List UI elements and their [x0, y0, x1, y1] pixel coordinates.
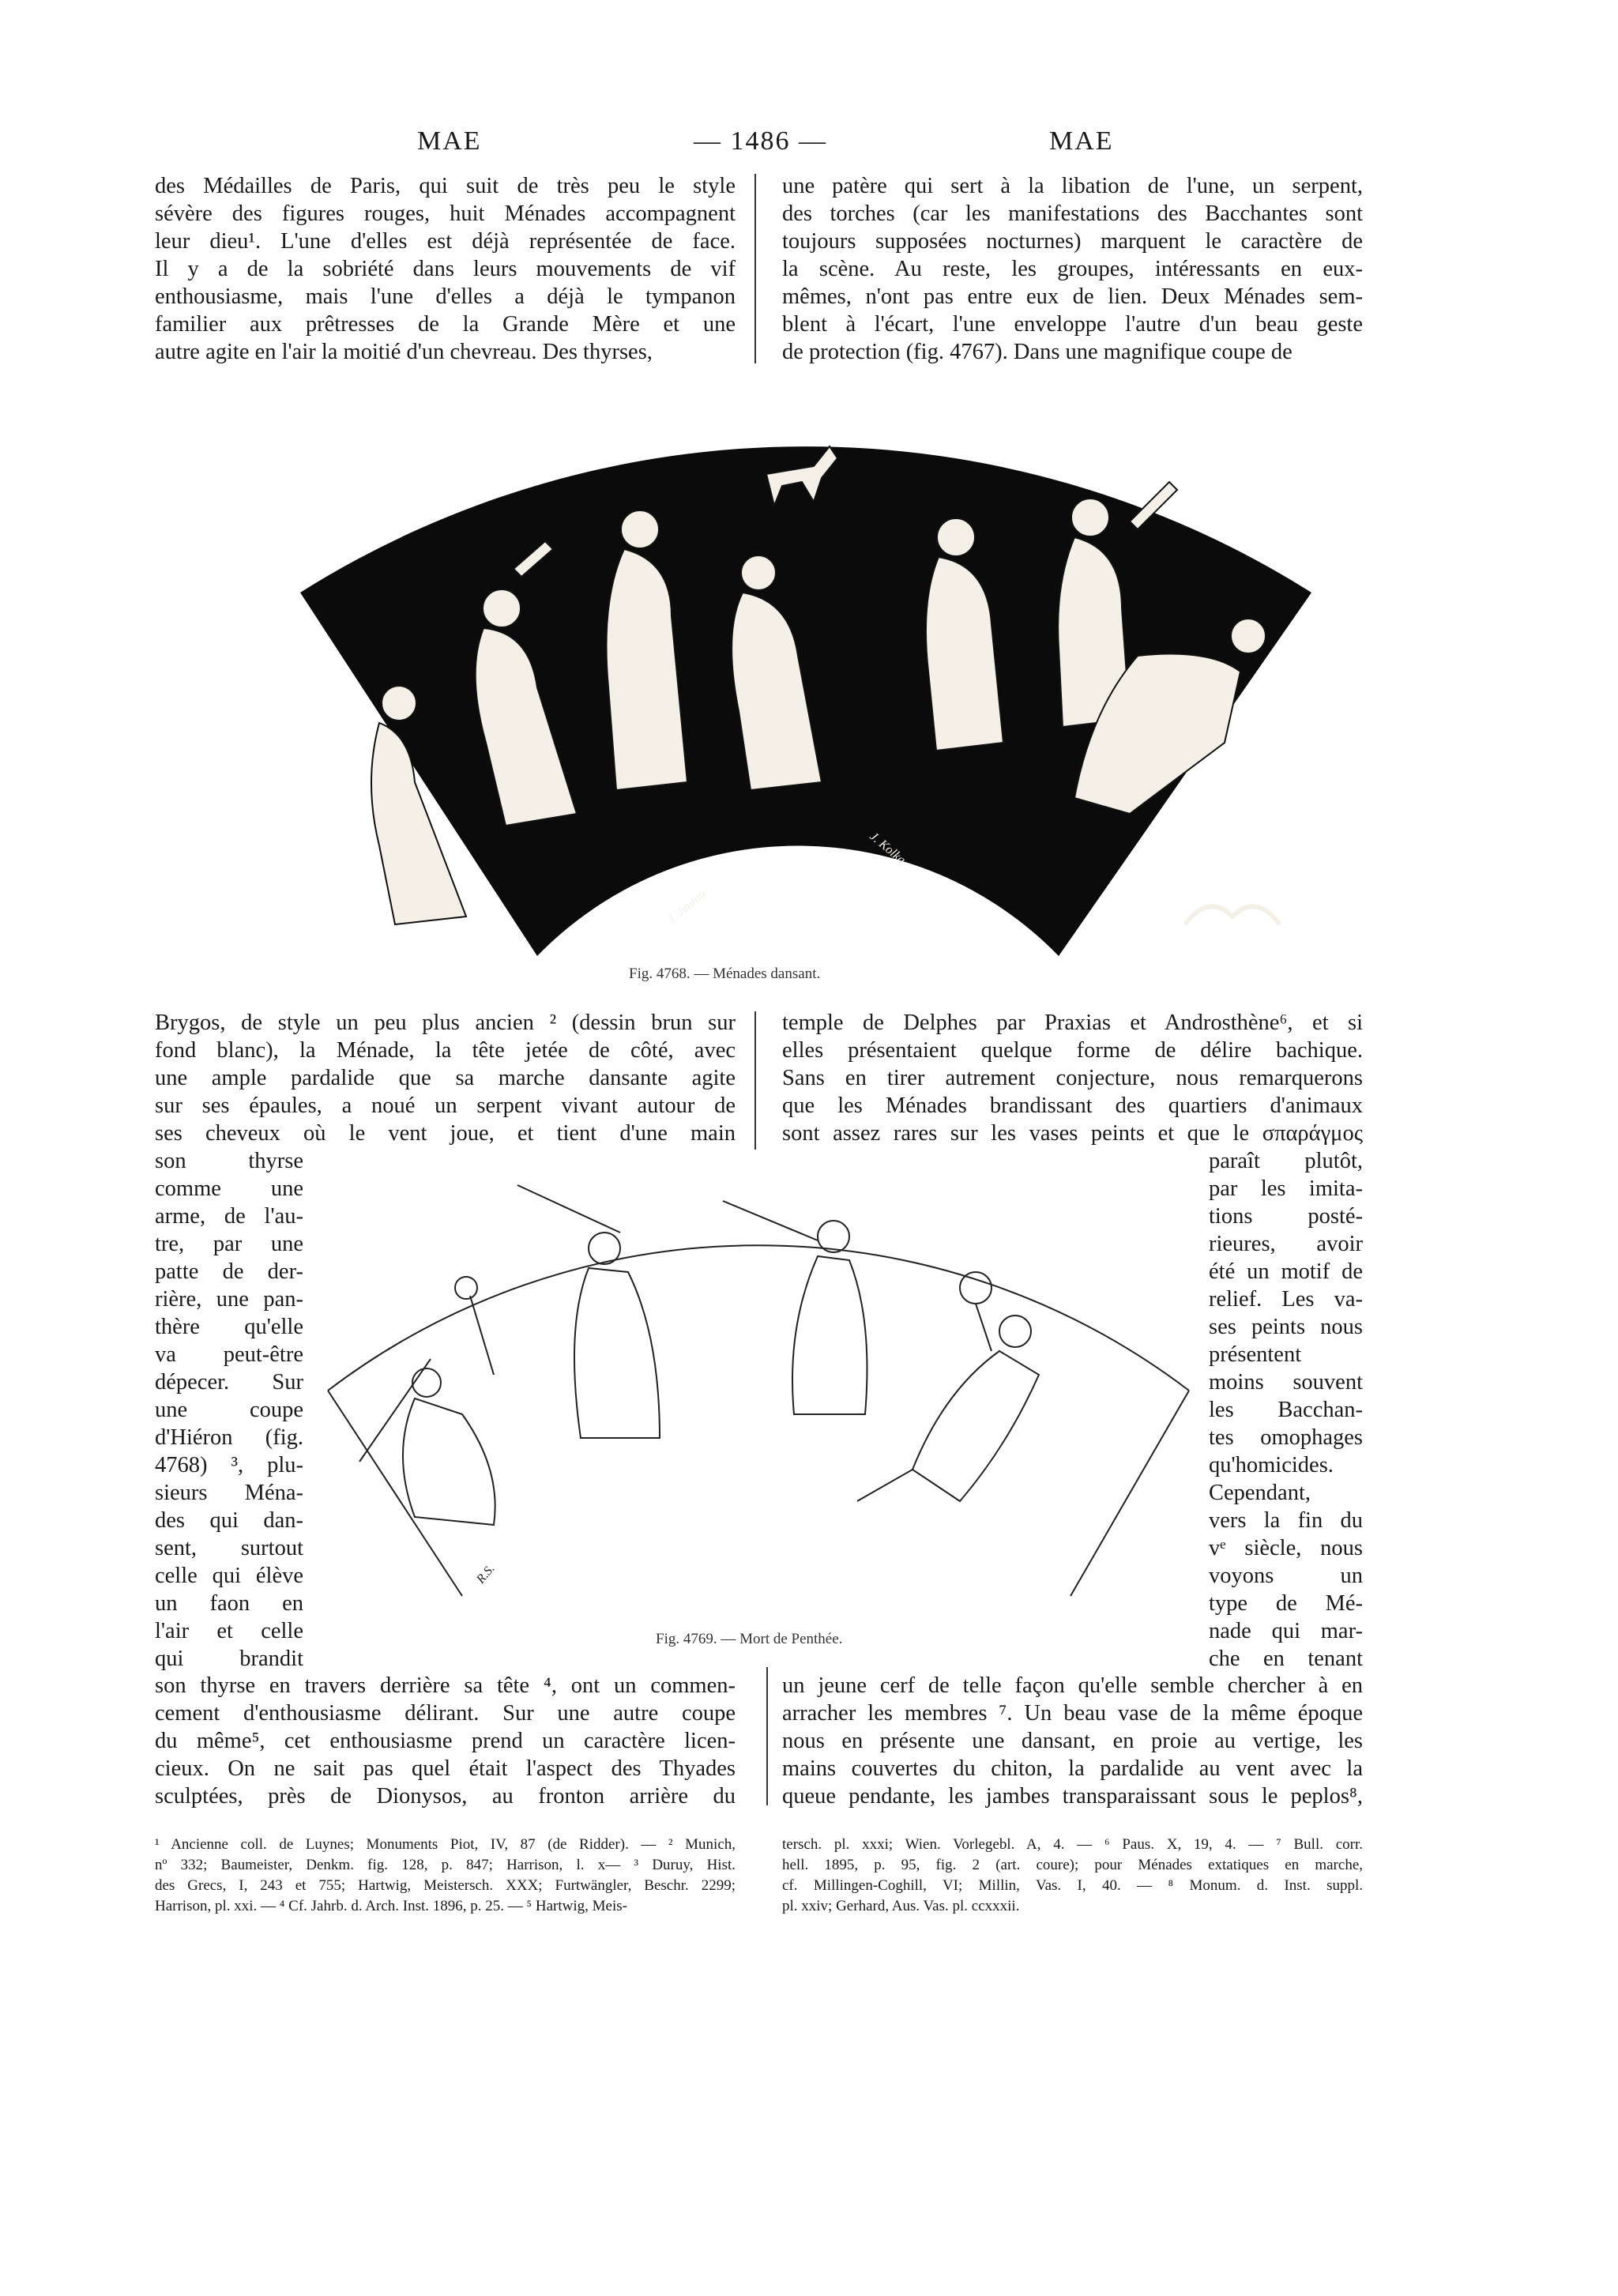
text-line: nous en présente une dansant, en proie au vertige, les — [782, 1729, 1363, 1753]
figure-head — [937, 518, 975, 556]
text-line: che en tenant — [1209, 1647, 1363, 1671]
text-line: vᵉ siècle, nous — [1209, 1536, 1363, 1560]
text-line: blent à l'écart, l'une enveloppe l'autre d'un beau geste — [782, 312, 1363, 337]
mid-left-column — [155, 1009, 736, 1147]
text-line: d'Hiéron (fig. — [155, 1425, 303, 1450]
figure-mort-de-penthee — [312, 1154, 1205, 1620]
page-number: — 1486 — — [694, 126, 827, 156]
text-line: dépecer. Sur — [155, 1370, 303, 1395]
text-line: fond blanc), la Ménade, la tête jetée de côté, avec — [155, 1038, 736, 1063]
text-line: va peut-être — [155, 1342, 303, 1367]
footnote-line: hell. 1895, p. 95, fig. 2 (art. coure); pour Ménades extatiques en marche, — [782, 1857, 1363, 1873]
text-line: Il y a de la sobriété dans leurs mouvements de vif — [155, 257, 736, 281]
text-line: son thyrse — [155, 1149, 303, 1173]
figure-head — [741, 555, 776, 590]
text-line: par les imita- — [1209, 1176, 1363, 1201]
text-line: l'air et celle — [155, 1619, 303, 1643]
footnote-line: ¹ Ancienne coll. de Luynes; Monuments Piot, IV, 87 (de Ridder). — ² Munich, — [155, 1836, 736, 1853]
text-line: thère qu'elle — [155, 1315, 303, 1339]
figure-head — [1231, 619, 1266, 653]
sword — [517, 1185, 620, 1233]
text-line: voyons un — [1209, 1564, 1363, 1588]
text-line: relief. Les va- — [1209, 1287, 1363, 1312]
footnote-line: tersch. pl. xxxi; Wien. Vorlegebl. A, 4. — ⁶ Paus. X, 19, 4. — ⁷ Bull. corr. — [782, 1836, 1363, 1853]
text-line: sculptées, près de Dionysos, au fronton arrière du — [155, 1784, 736, 1809]
figure-head — [1071, 499, 1109, 536]
text-line: mains couvertes du chiton, la pardalide au vent avec la — [782, 1756, 1363, 1781]
footnote-line: cf. Millingen-Coghill, VI; Millin, Vas. I, 40. — ⁸ Monum. d. Inst. suppl. — [782, 1877, 1363, 1894]
running-head-left: MAE — [417, 126, 482, 156]
text-line: que les Ménades brandissant des quartiers d'animaux — [782, 1093, 1363, 1118]
figure-head — [483, 589, 521, 627]
text-line: ses peints nous — [1209, 1315, 1363, 1339]
text-line: nade qui mar- — [1209, 1619, 1363, 1643]
text-line: une coupe — [155, 1398, 303, 1422]
text-line: la scène. Au reste, les groupes, intéressants en eux- — [782, 257, 1363, 281]
text-line: enthousiasme, mais l'une d'elles a déjà le tympanon — [155, 284, 736, 309]
text-line: leur dieu¹. L'une d'elles est déjà représentée de face. — [155, 229, 736, 254]
figure-head — [589, 1233, 620, 1264]
kylix-edge — [328, 1391, 462, 1596]
figure-menades-dansant — [277, 371, 1343, 972]
limb — [470, 1296, 494, 1375]
text-line: cieux. On ne sait pas quel était l'aspect des Thyades — [155, 1756, 736, 1781]
text-line: elles présentaient quelque forme de délire bachique. — [782, 1038, 1363, 1063]
top-right-column — [782, 172, 1363, 366]
text-line: présentent — [1209, 1342, 1302, 1367]
text-line: temple de Delphes par Praxias et Androsthène⁶, et si — [782, 1011, 1363, 1035]
text-line: les Bacchan- — [1209, 1398, 1363, 1422]
figure-robe — [912, 1351, 1039, 1501]
limb — [857, 1470, 912, 1501]
thyrsus-head — [960, 1272, 991, 1304]
figure-caption-4768: Fig. 4768. — Ménades dansant. — [629, 965, 821, 982]
artist-signature-left: J. Jeuiau — [664, 886, 709, 928]
text-line: tions posté- — [1209, 1204, 1363, 1229]
text-line: du même⁵, cet enthousiasme prend un caractère licen- — [155, 1729, 736, 1753]
text-line: sent, surtout — [155, 1536, 303, 1560]
text-line: arracher les membres ⁷. Un beau vase de la même époque — [782, 1701, 1363, 1726]
footnotes-right — [782, 1835, 1363, 1917]
mid-right-column — [782, 1009, 1363, 1147]
figure-robe — [792, 1256, 867, 1414]
text-line: tes omophages — [1209, 1425, 1363, 1450]
palmette-ornament — [1185, 906, 1280, 924]
text-line: rieures, avoir — [1209, 1232, 1363, 1256]
text-line: des torches (car les manifestations des Bacchantes sont — [782, 201, 1363, 226]
text-line: sont assez rares sur les vases peints et que le σπαράγμος — [782, 1121, 1363, 1146]
footnote-line: des Grecs, I, 243 et 755; Hartwig, Meistersch. XXX; Furtwängler, Beschr. 2299; — [155, 1877, 736, 1894]
column-rule — [754, 1011, 756, 1150]
text-line: vers la fin du — [1209, 1508, 1363, 1533]
text-line: celle qui élève — [155, 1564, 303, 1588]
thyrsus — [359, 1359, 431, 1462]
text-line: autre agite en l'air la moitié d'un chevreau. Des thyrses, — [155, 340, 653, 364]
figure-head — [999, 1315, 1031, 1347]
text-line: tre, par une — [155, 1232, 303, 1256]
arm — [723, 1201, 818, 1240]
text-line: une patère qui sert à la libation de l'une, un serpent, — [782, 174, 1363, 198]
footnote-line: Harrison, pl. xxi. — ⁴ Cf. Jahrb. d. Arch. Inst. 1896, p. 25. — ⁵ Hartwig, Meis- — [155, 1898, 627, 1914]
text-line: comme une — [155, 1176, 303, 1201]
text-line: un jeune cerf de telle façon qu'elle semble chercher à en — [782, 1673, 1363, 1698]
footnotes-left — [155, 1835, 736, 1917]
thyrsus-head — [455, 1277, 477, 1299]
bottom-left-column — [155, 1672, 736, 1810]
text-line: sévère des figures rouges, huit Ménades accompagnent — [155, 201, 736, 226]
figure-head — [382, 686, 416, 721]
bottom-right-column — [782, 1672, 1363, 1810]
running-head-right: MAE — [1049, 126, 1114, 156]
text-line: Cependant, — [1209, 1481, 1311, 1505]
text-line: type de Mé- — [1209, 1591, 1363, 1616]
text-line: patte de der- — [155, 1259, 303, 1284]
column-rule — [766, 1667, 768, 1805]
text-line: un faon en — [155, 1591, 303, 1616]
text-line: de protection (fig. 4767). Dans une magnifique coupe de — [782, 340, 1293, 364]
narrow-left-column — [155, 1147, 303, 1673]
text-line: une ample pardalide que sa marche dansante agite — [155, 1066, 736, 1090]
footnote-line: pl. xxiv; Gerhard, Aus. Vas. pl. ccxxxii. — [782, 1898, 1020, 1914]
artist-signature-right: J. Kolka — [867, 830, 909, 868]
text-line: été un motif de — [1209, 1259, 1363, 1284]
text-line: sieurs Ména- — [155, 1481, 303, 1505]
text-line: familier aux prêtresses de la Grande Mère et une — [155, 312, 736, 337]
kylix-rim — [328, 1245, 1189, 1391]
text-line: cement d'enthousiasme délirant. Sur une autre coupe — [155, 1701, 736, 1726]
figure-head — [412, 1368, 441, 1397]
text-line: Sans en tirer autrement conjecture, nous remarquerons — [782, 1066, 1363, 1090]
text-line: Brygos, de style un peu plus ancien ² (dessin brun sur — [155, 1011, 736, 1035]
text-line: qu'homicides. — [1209, 1453, 1334, 1477]
figure-robe — [574, 1268, 660, 1438]
narrow-right-column — [1209, 1147, 1363, 1673]
text-line: son thyrse en travers derrière sa tête ⁴, ont un commen- — [155, 1673, 736, 1698]
text-line: ses cheveux où le vent joue, et tient d'une main — [155, 1121, 736, 1146]
text-line: mêmes, n'ont pas entre eux de lien. Deux Ménades sem- — [782, 284, 1363, 309]
text-line: 4768) ³, plu- — [155, 1453, 303, 1477]
text-line: toujours supposées nocturnes) marquent le caractère de — [782, 229, 1363, 254]
text-line: moins souvent — [1209, 1370, 1363, 1395]
text-line: des qui dan- — [155, 1508, 303, 1533]
figure-caption-4769: Fig. 4769. — Mort de Penthée. — [656, 1631, 843, 1647]
figure-head — [621, 510, 659, 548]
text-line: qui brandit — [155, 1647, 303, 1671]
column-rule — [754, 174, 756, 363]
text-line: queue pendante, les jambes transparaissant sous le peplos⁸, — [782, 1784, 1363, 1809]
figure-head — [818, 1221, 849, 1252]
figure-robe — [403, 1398, 495, 1525]
text-line: des Médailles de Paris, qui suit de très peu le style — [155, 174, 736, 198]
text-line: arme, de l'au- — [155, 1204, 303, 1229]
text-line: paraît plutôt, — [1209, 1149, 1363, 1173]
artist-signature: R.S. — [474, 1561, 498, 1586]
kylix-edge — [1071, 1391, 1189, 1596]
top-left-column — [155, 172, 736, 366]
footnote-line: nº 332; Baumeister, Denkm. fig. 128, p. 847; Harrison, l. x— ³ Duruy, Hist. — [155, 1857, 736, 1873]
text-line: sur ses épaules, a noué un serpent vivant autour de — [155, 1093, 736, 1118]
line-figures — [359, 1185, 1039, 1525]
thyrsus — [976, 1304, 991, 1351]
text-line: rière, une pan- — [155, 1287, 303, 1312]
